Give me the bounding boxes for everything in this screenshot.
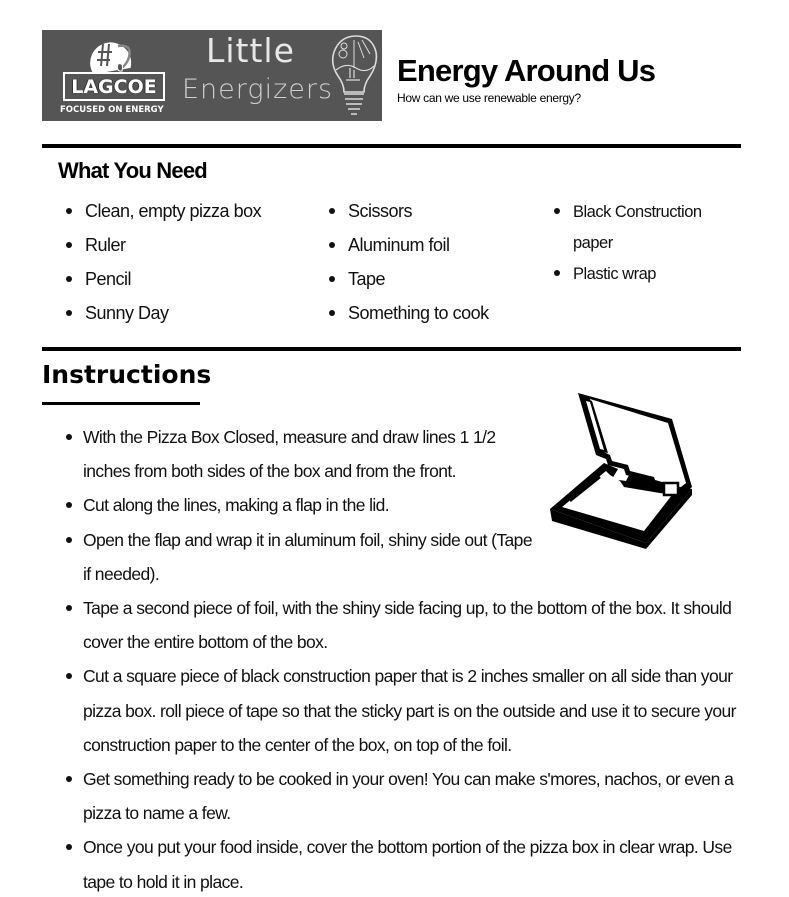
instruction-step: Cut along the lines, making a flap in the lid. [66,488,536,522]
bullet-icon [66,502,72,508]
bullet-icon [66,776,72,782]
supply-item: Clean, empty pizza box [66,198,261,232]
bullet-icon [554,270,560,276]
instruction-step: With the Pizza Box Closed, measure and draw lines 1 1/2 inches from both sides of the box and from the front. [66,420,536,488]
program-name-line2: Energizers [182,74,334,105]
bullet-icon [66,276,72,282]
supplies-column-1 [66,198,261,334]
supply-item: Aluminum foil [329,232,489,266]
bullet-icon [329,242,335,248]
bullet-icon [66,208,72,214]
section-divider [42,144,741,148]
page-subtitle: How can we use renewable energy? [397,91,581,105]
supply-item: Something to cook [329,300,489,334]
lagcoe-wordmark-box [63,72,165,101]
instructions-heading: Instructions [42,360,212,389]
supply-item: Plastic wrap [554,259,744,290]
instructions-list [66,420,746,897]
instruction-step: Open the flap and wrap it in aluminum foil, shiny side out (Tape if needed). [66,523,536,591]
bullet-icon [66,605,72,611]
bullet-icon [554,208,560,214]
lightbulb-icon [330,34,378,118]
what-you-need-heading: What You Need [58,158,207,183]
bullet-icon [66,537,72,543]
lagcoe-logo [52,36,177,116]
header-banner [42,30,382,121]
supply-item: Sunny Day [66,300,261,334]
bullet-icon [66,242,72,248]
bullet-icon [329,276,335,282]
heading-underline [42,402,200,405]
lagcoe-tagline: FOCUSED ON ENERGY [60,105,164,115]
supply-item: Ruler [66,232,261,266]
supply-item: Black Construction paper [554,197,744,259]
lagcoe-wordmark: LAGCOE [71,75,157,98]
section-divider [42,347,741,351]
bullet-icon [329,310,335,316]
program-name-line1: Little [206,31,295,70]
bullet-icon [66,844,72,850]
supply-item: Scissors [329,198,489,232]
supply-item: Tape [329,266,489,300]
instruction-step: Cut a square piece of black construction paper that is 2 inches smaller on all side than your pizza box. roll piece of tape so that the sticky part is on the outside and use it to secure your construction paper to the center of the box, on top of the foil. [66,659,746,762]
page-title: Energy Around Us [397,53,656,88]
instruction-step: Tape a second piece of foil, with the shiny side facing up, to the bottom of the box. It should cover the entire bottom of the box. [66,591,746,659]
bullet-icon [329,208,335,214]
bullet-icon [66,434,72,440]
supplies-column-2 [329,198,489,334]
instruction-step: Once you put your food inside, cover the bottom portion of the pizza box in clear wrap. Use tape to hold it in place. [66,830,746,897]
supplies-column-3 [554,197,744,290]
instruction-step: Get something ready to be cooked in your oven! You can make s'mores, nachos, or even a pizza to name a few. [66,762,746,830]
supply-item: Pencil [66,266,261,300]
bullet-icon [66,673,72,679]
bullet-icon [66,310,72,316]
